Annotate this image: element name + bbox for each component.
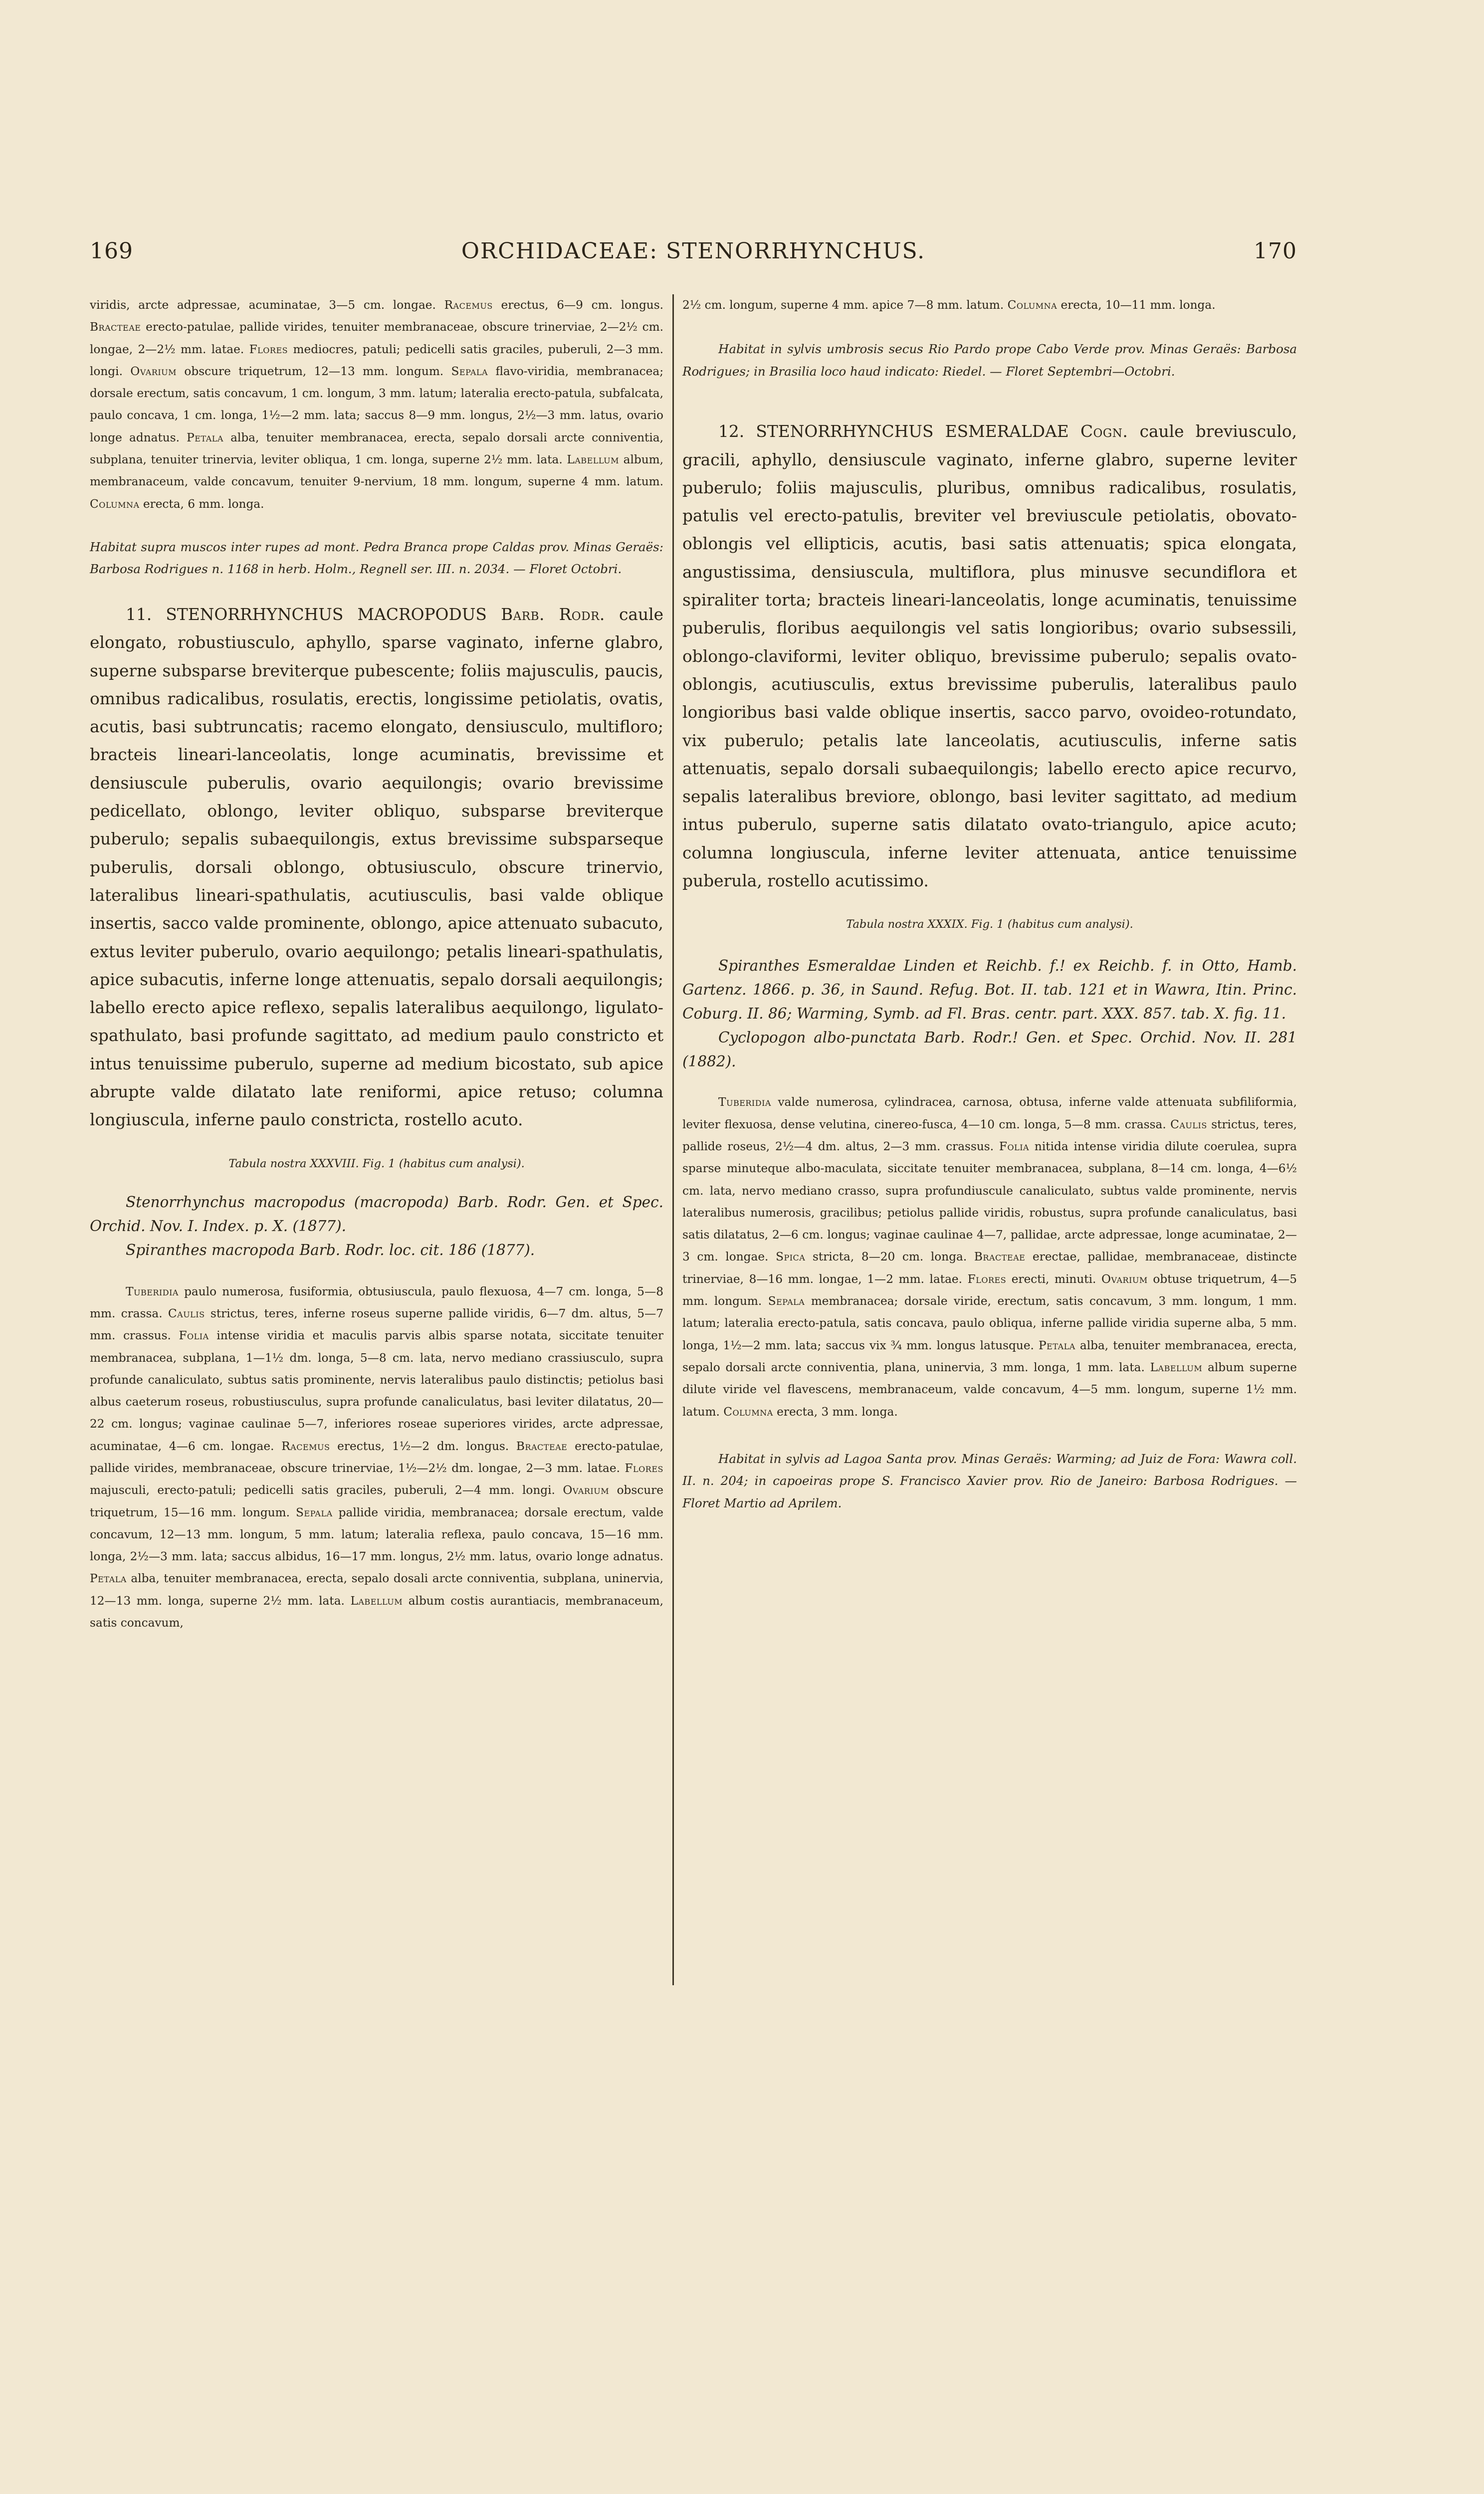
text-run: majusculi, erecto-patuli; pedicelli satis graciles, puberuli, 2—4 mm. longi. — [90, 1483, 563, 1497]
species-12-description — [682, 417, 1297, 895]
synonym-2-left: Spiranthes macropoda Barb. Rodr. loc. cit. 186 (1877). — [126, 1241, 535, 1258]
species-12-text: caule breviusculo, gracili, aphyllo, densiuscule vaginato, inferne glabro, superne leviter puberulo; foliis majusculis, pluribus, omnibus radicalibus, rosulatis, patulis vel erecto-patulis, breviter vel breviuscule petiolatis, obovato-oblongis vel ellipticis, acutis, basi satis attenuatis; spica elongata, angustissima, densiuscula, multiflora, plus minusve secundiflora et spiraliter torta; bracteis lineari-lanceolatis, longe acuminatis, tenuissime puberulis, floribus aequilongis vel satis longioribus; ovario subsessili, oblongo-claviformi, leviter obliquo, brevissime puberulo; sepalis ovato-oblongis, acutiusculis, extus brevissime puberulis, lateralibus paulo longioribus basi valde oblique insertis, sacco parvo, ovoideo-rotundato, vix puberulo; petalis late lanceolatis, acutiusculis, inferne satis attenuatis, sepalo dorsali subaequilongis; labello erecto apice recurvo, sepalis lateralibus breviore, oblongo, basi leviter sagittato, ad medium intus puberulo, superne satis dilatato ovato-triangulo, apice acuto; columna longiuscula, inferne leviter attenuata, antice tenuissime puberula, rostello acutissimo. — [682, 422, 1297, 891]
organ-term: Petala — [187, 430, 223, 444]
organ-term: Ovarium — [1101, 1272, 1148, 1286]
habitat-note-left: Habitat supra muscos inter rupes ad mont. Pedra Branca prope Caldas prov. Minas Geraës: Barbosa Rodrigues n. 1168 in herb. Holm., Regnell ser. III. n. 2034. — Floret Octobri. — [90, 539, 663, 577]
organ-term: Petala — [1039, 1338, 1075, 1352]
text-run: strictus, teres, inferne roseus superne pallide viridis, 6—7 dm. altus, 5—7 mm. crassus. — [90, 1306, 663, 1343]
species-11-text: caule elongato, robustiusculo, aphyllo, sparse vaginato, inferne glabro, superne subsparse breviterque pubescente; foliis majusculis, paucis, omnibus radicalibus, rosulatis, erectis, longissime petiolatis, ovatis, acutis, basi subtruncatis; racemo elongato, densiusculo, multifloro; bracteis lineari-lanceolatis, longe acuminatis, brevissime et densiuscule puberulis, ovario aequilongis; ovario brevissime pedicellato, oblongo, leviter obliquo, subsparse breviterque puberulo; sepalis subaequilongis, extus brevissime subsparseque puberulis, dorsali oblongo, obtusiusculo, obscure trinervio, lateralibus lineari-spathulatis, acutiusculis, basi valde oblique insertis, sacco valde prominente, oblongo, apice attenuato subacuto, extus leviter puberulo, ovario aequilongo; petalis lineari-spathulatis, apice subacutis, inferne longe attenuatis, sepalo dorsali aequilongis; labello erecto apice reflexo, sepalis lateralibus aequilongo, ligulato-spathulato, basi profunde sagittato, ad medium paulo constricto et intus tenuissime puberulo, superne ad medium bicostato, sub apice abrupte valde dilatato late reniformi, apice retuso; columna longiuscula, inferne paulo constricta, rostello acuto. — [90, 605, 663, 1130]
organ-term: Tuberidia — [126, 1284, 179, 1298]
organ-term: Caulis — [168, 1306, 205, 1320]
text-run: flavo-viridia, membranacea; dorsale erectum, satis concavum, 1 cm. longum, 3 mm. latum; lateralia erecto-patula, subfalcata, paulo concava, 1 cm. longa, 1½—2 mm. lata; saccus 8—9 mm. longus, 2½—3 mm. latus, ovario longe adnatus. — [90, 364, 664, 444]
organ-term: Racemus — [444, 298, 493, 312]
text-run: paulo numerosa, fusiformia, obtusiuscula, paulo flexuosa, 4—7 cm. longa, 5—8 mm. crassa. — [90, 1284, 663, 1320]
organ-term: Bracteae — [90, 320, 141, 334]
running-title: ORCHIDACEAE: STENORRHYNCHUS. — [461, 238, 926, 264]
text-run: alba, tenuiter membranacea, erecta, sepalo dorsali arcte conniventia, plana, uninervia, 3 mm. longa, 1 mm. lata. — [682, 1338, 1297, 1374]
column-divider — [672, 294, 674, 1985]
text-run: album costis aurantiacis, membranaceum, satis concavum, — [90, 1594, 663, 1630]
page-header — [90, 238, 1297, 278]
text-run: membranacea; dorsale viride, erectum, satis concavum, 3 mm. longum, 1 mm. latum; lateralia erecto-patula, satis concava, paulo obliqua, inferne pallide viridia superne alba, 5 mm. longa, 1½—2 mm. lata; saccus vix ¾ mm. longus latusque. — [682, 1294, 1297, 1352]
text-run: erectae, pallidae, membranaceae, distincte trinerviae, 8—16 mm. longae, 1—2 mm. latae. — [682, 1250, 1297, 1286]
text-run: pallide viridia, membranacea; dorsale erectum, valde concavum, 12—13 mm. longum, 5 mm. latum; lateralia reflexa, paulo concava, 15—16 mm. longa, 2½—3 mm. lata; saccus albidus, 16—17 mm. longus, 2½ mm. latus, ovario longe adnatus. — [90, 1505, 663, 1564]
plate-reference-left: Tabula nostra XXXVIII. Fig. 1 (habitus cum analysi). — [228, 1157, 525, 1170]
organ-term: Bracteae — [974, 1250, 1026, 1264]
organ-term: Sepala — [451, 364, 488, 378]
organ-term: Folia — [999, 1139, 1030, 1153]
organ-term: Sepala — [296, 1505, 333, 1519]
text-run: erecta, 10—11 mm. longa. — [1057, 298, 1216, 312]
organ-term: Bracteae — [516, 1439, 568, 1453]
organ-term: Columna — [90, 497, 140, 511]
text-run: nitida intense viridia dilute coerulea, supra sparse minuteque albo-maculata, siccitate tenuiter membranacea, subplana, 8—14 cm. longa, 4—6½ cm. lata, nervo mediano crasso, supra profundiuscule canaliculato, subtus valde prominente, nervis lateralibus numerosis, gracilibus; petiolus pallide viridis, robustus, supra profunde canaliculatus, basi satis dilatatus, 2—6 cm. longus; vaginae caulinae 4—7, pallidae, arcte adpressae, longe acuminatae, 2—3 cm. longae. — [682, 1139, 1297, 1264]
organ-term: Racemus — [281, 1439, 330, 1453]
text-run: erectus, 6—9 cm. longus. — [492, 298, 663, 312]
habitat-note-right-1: Habitat in sylvis umbrosis secus Rio Pardo prope Cabo Verde prov. Minas Geraës: Barbosa Rodrigues; in Brasilia loco haud indicato: Riedel. — Floret Septembri—Octobri. — [682, 342, 1297, 379]
organ-term: Sepala — [768, 1294, 805, 1308]
organ-term: Flores — [967, 1272, 1007, 1286]
species-12-heading: 12. STENORRHYNCHUS ESMERALDAE — [718, 422, 1069, 441]
organ-term: Ovarium — [130, 364, 177, 378]
text-run: obscure triquetrum, 15—16 mm. longum. — [90, 1483, 663, 1519]
organ-term: Labellum — [1150, 1360, 1203, 1374]
text-run: erecti, minuti. — [1006, 1272, 1101, 1286]
species-11-description — [90, 601, 663, 1134]
text-run: obtuse triquetrum, 4—5 mm. longum. — [682, 1272, 1297, 1308]
text-run: erecto-patulae, pallide virides, membranaceae, obscure trinerviae, 1½—2½ dm. longae, 2—3 mm. latae. — [90, 1439, 663, 1475]
page-number-left: 169 — [90, 238, 133, 264]
organ-term: Caulis — [1170, 1117, 1207, 1131]
right-description-continued — [682, 294, 1297, 316]
organ-term: Columna — [1007, 298, 1058, 312]
organ-term: Tuberidia — [718, 1095, 771, 1109]
organ-term: Columna — [723, 1405, 773, 1419]
organ-term: Petala — [90, 1572, 127, 1586]
text-run: album, membranaceum, valde concavum, tenuiter 9-nervium, 18 mm. longum, superne 4 mm. latum. — [90, 453, 663, 489]
text-run: erecta, 6 mm. longa. — [139, 497, 264, 511]
organ-term: Spica — [776, 1250, 806, 1264]
organ-term: Folia — [179, 1329, 209, 1343]
text-run: erecto-patulae, pallide virides, tenuiter membranaceae, obscure trinerviae, 2—2½ cm. longae, 2—2½ mm. latae. — [90, 320, 663, 356]
page-number-right: 170 — [1254, 238, 1297, 264]
left-description-continued — [90, 294, 663, 515]
organ-term: Flores — [625, 1461, 663, 1475]
text-run: erectus, 1½—2 dm. longus. — [330, 1439, 516, 1453]
text-run: stricta, 8—20 cm. longa. — [805, 1250, 974, 1264]
species-11-heading: 11. STENORRHYNCHUS MACROPODUS — [126, 605, 487, 624]
text-run: alba, tenuiter membranacea, erecta, sepalo dosali arcte conniventia, subplana, uninervia, 12—13 mm. longa, superne 2½ mm. lata. — [90, 1572, 663, 1608]
organ-term: Flores — [249, 342, 288, 356]
left-column — [90, 294, 663, 1634]
habitat-note-right-2: Habitat in sylvis ad Lagoa Santa prov. Minas Geraës: Warming; ad Juiz de Fora: Wawra coll. II. n. 204; in capoeiras prope S. Francisco Xavier prov. Rio de Janeiro: Barbosa Rodrigues. — Floret Martio ad Aprilem. — [682, 1451, 1297, 1510]
text-run: intense viridia et maculis parvis albis sparse notata, siccitate tenuiter membranacea, subplana, 1—1½ dm. longa, 5—8 cm. lata, nervo mediano crassiusculo, supra profunde canaliculato, subtus satis prominente, nervis lateralibus paulo distinctis; petiolus basi albus caeterum roseus, robustiusculus, supra profunde canaliculatus, basi leviter dilatatus, 20—22 cm. longus; vaginae caulinae 5—7, inferiores roseae superiores virides, arcte adpressae, acuminatae, 4—6 cm. longae. — [90, 1329, 663, 1453]
text-run: 2½ cm. longum, superne 4 mm. apice 7—8 mm. latum. — [682, 298, 1008, 312]
text-run: album superne dilute viride vel flavescens, membranaceum, valde concavum, 4—5 mm. longum, superne 1½ mm. latum. — [682, 1360, 1297, 1419]
text-run: erecta, 3 mm. longa. — [773, 1405, 898, 1419]
right-column — [682, 294, 1297, 1514]
text-run: mediocres, patuli; pedicelli satis graciles, puberuli, 2—3 mm. longi. — [90, 342, 663, 378]
species-12-author: Cogn. — [1080, 422, 1128, 441]
text-run: viridis, arcte adpressae, acuminatae, 3—5 cm. longae. — [90, 298, 444, 312]
organ-term: Labellum — [350, 1594, 403, 1608]
synonym-2-right: Cyclopogon albo-punctata Barb. Rodr.! Gen. et Spec. Orchid. Nov. II. 281 (1882). — [682, 1029, 1297, 1070]
text-run: valde numerosa, cylindracea, carnosa, obtusa, inferne valde attenuata subfiliformia, leviter flexuosa, dense velutina, cinereo-fusca, 4—10 cm. longa, 5—8 mm. crassa. — [682, 1095, 1297, 1131]
text-run: obscure triquetrum, 12—13 mm. longum. — [177, 364, 451, 378]
species-11-author: Barb. Rodr. — [501, 605, 605, 624]
synonym-1-left: Stenorrhynchus macropodus (macropoda) Barb. Rodr. Gen. et Spec. Orchid. Nov. I. Index. p. X. (1877). — [90, 1193, 663, 1235]
organ-term: Labellum — [567, 453, 619, 467]
plate-reference-right: Tabula nostra XXXIX. Fig. 1 (habitus cum analysi). — [846, 918, 1133, 931]
text-run: alba, tenuiter membranacea, erecta, sepalo dorsali arcte conniventia, subplana, tenuiter trinervia, leviter obliqua, 1 cm. longa, superne 2½ mm. lata. — [90, 430, 663, 467]
synonym-1-right: Spiranthes Esmeraldae Linden et Reichb. f.! ex Reichb. f. in Otto, Hamb. Gartenz. 1866. p. 36, in Saund. Refug. Bot. II. tab. 121 et in Wawra, Itin. Princ. Coburg. II. 86; Warming, Symb. ad Fl. Bras. centr. part. XXX. 857. tab. X. fig. 11. — [682, 957, 1297, 1023]
right-detailed-description — [682, 1091, 1297, 1423]
left-detailed-description — [90, 1281, 663, 1635]
text-run: strictus, teres, pallide roseus, 2½—4 dm. altus, 2—3 mm. crassus. — [682, 1117, 1297, 1153]
organ-term: Ovarium — [563, 1483, 610, 1497]
